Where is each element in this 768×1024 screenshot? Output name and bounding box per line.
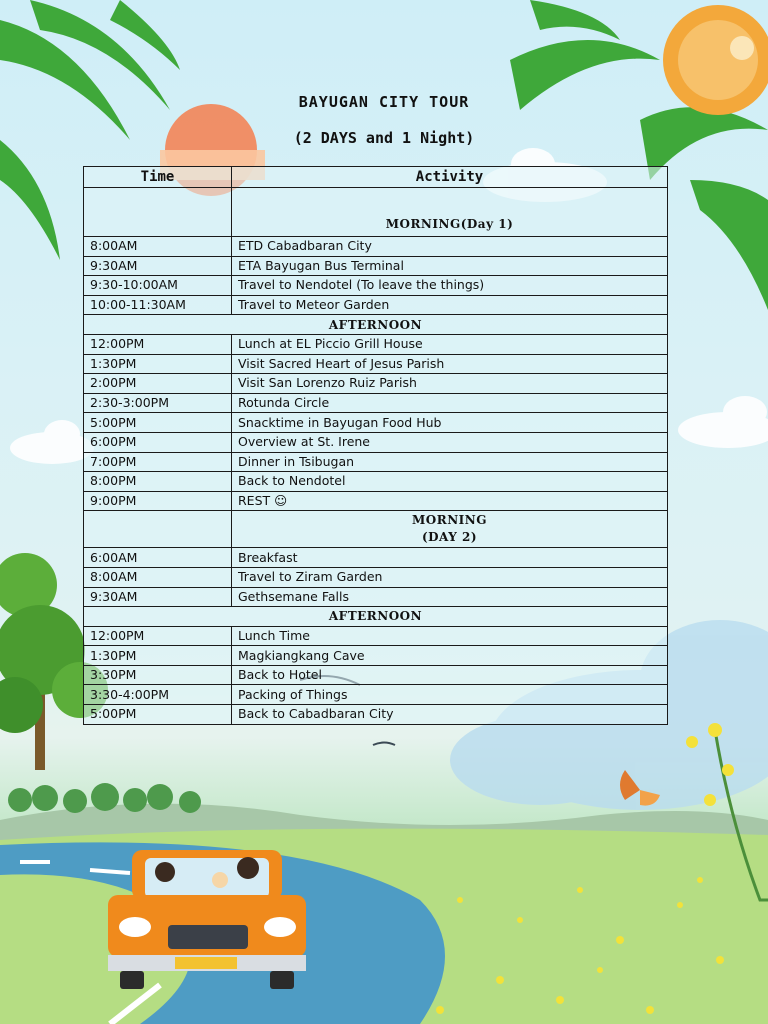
itinerary-table — [83, 166, 668, 725]
table-row — [84, 413, 668, 433]
section-row — [84, 511, 668, 548]
time-cell: 12:00PM — [84, 626, 232, 646]
column-header-time: Time — [84, 167, 232, 188]
time-cell: 9:30-10:00AM — [84, 276, 232, 296]
table-header-row — [84, 167, 668, 188]
table-row — [84, 491, 668, 511]
table-row — [84, 295, 668, 315]
table-row — [84, 432, 668, 452]
activity-cell: Lunch at EL Piccio Grill House — [232, 334, 668, 354]
activity-cell: Lunch Time — [232, 626, 668, 646]
table-row — [84, 393, 668, 413]
time-cell: 3:30PM — [84, 665, 232, 685]
activity-cell: Visit Sacred Heart of Jesus Parish — [232, 354, 668, 374]
activity-cell: Visit San Lorenzo Ruiz Parish — [232, 374, 668, 394]
activity-cell: Travel to Nendotel (To leave the things) — [232, 276, 668, 296]
time-cell: 12:00PM — [84, 334, 232, 354]
time-cell: 9:30AM — [84, 587, 232, 607]
activity-cell: Travel to Meteor Garden — [232, 295, 668, 315]
time-cell: 8:00PM — [84, 472, 232, 492]
table-row — [84, 237, 668, 257]
activity-cell: Back to Hotel — [232, 665, 668, 685]
time-cell: 8:00AM — [84, 237, 232, 257]
time-cell: 2:00PM — [84, 374, 232, 394]
table-row — [84, 354, 668, 374]
section-morning-day2-line2: (DAY 2) — [421, 530, 478, 545]
table-row — [84, 256, 668, 276]
time-cell: 1:30PM — [84, 646, 232, 666]
table-row — [84, 567, 668, 587]
activity-cell: Rotunda Circle — [232, 393, 668, 413]
table-row — [84, 626, 668, 646]
activity-cell: ETD Cabadbaran City — [232, 237, 668, 257]
activity-cell: Back to Nendotel — [232, 472, 668, 492]
section-row — [84, 607, 668, 627]
time-cell: 8:00AM — [84, 567, 232, 587]
time-cell: 1:30PM — [84, 354, 232, 374]
activity-cell: Packing of Things — [232, 685, 668, 705]
section-afternoon-day2: AFTERNOON — [84, 607, 668, 627]
time-cell: 6:00PM — [84, 432, 232, 452]
section-morning-day2-line1: MORNING — [411, 513, 487, 528]
time-cell: 9:00PM — [84, 491, 232, 511]
section-morning-day2 — [232, 511, 668, 548]
table-row — [84, 374, 668, 394]
activity-cell: REST ☺ — [232, 491, 668, 511]
page-subtitle: (2 DAYS and 1 Night) — [293, 129, 475, 147]
table-row — [84, 587, 668, 607]
activity-cell: Breakfast — [232, 548, 668, 568]
section-morning-day1: MORNING(Day 1) — [232, 188, 668, 237]
activity-cell: Back to Cabadbaran City — [232, 705, 668, 725]
section-row — [84, 315, 668, 335]
time-cell: 6:00AM — [84, 548, 232, 568]
time-cell: 5:00PM — [84, 705, 232, 725]
time-cell: 3:30-4:00PM — [84, 685, 232, 705]
table-row — [84, 665, 668, 685]
page-title: BAYUGAN CITY TOUR — [298, 93, 470, 111]
activity-cell: Gethsemane Falls — [232, 587, 668, 607]
table-row — [84, 705, 668, 725]
activity-cell: Snacktime in Bayugan Food Hub — [232, 413, 668, 433]
activity-cell: Travel to Ziram Garden — [232, 567, 668, 587]
table-row — [84, 452, 668, 472]
table-row — [84, 472, 668, 492]
time-cell: 10:00-11:30AM — [84, 295, 232, 315]
table-row — [84, 685, 668, 705]
column-header-activity: Activity — [232, 167, 668, 188]
activity-cell: Magkiangkang Cave — [232, 646, 668, 666]
table-row — [84, 276, 668, 296]
section-afternoon-day1: AFTERNOON — [84, 315, 668, 335]
activity-cell: Overview at St. Irene — [232, 432, 668, 452]
table-row — [84, 548, 668, 568]
activity-cell: Dinner in Tsibugan — [232, 452, 668, 472]
table-row — [84, 646, 668, 666]
time-cell: 7:00PM — [84, 452, 232, 472]
section-row — [84, 188, 668, 237]
activity-cell: ETA Bayugan Bus Terminal — [232, 256, 668, 276]
car-icon — [108, 850, 306, 989]
time-cell: 2:30-3:00PM — [84, 393, 232, 413]
time-cell: 9:30AM — [84, 256, 232, 276]
time-cell: 5:00PM — [84, 413, 232, 433]
table-row — [84, 334, 668, 354]
